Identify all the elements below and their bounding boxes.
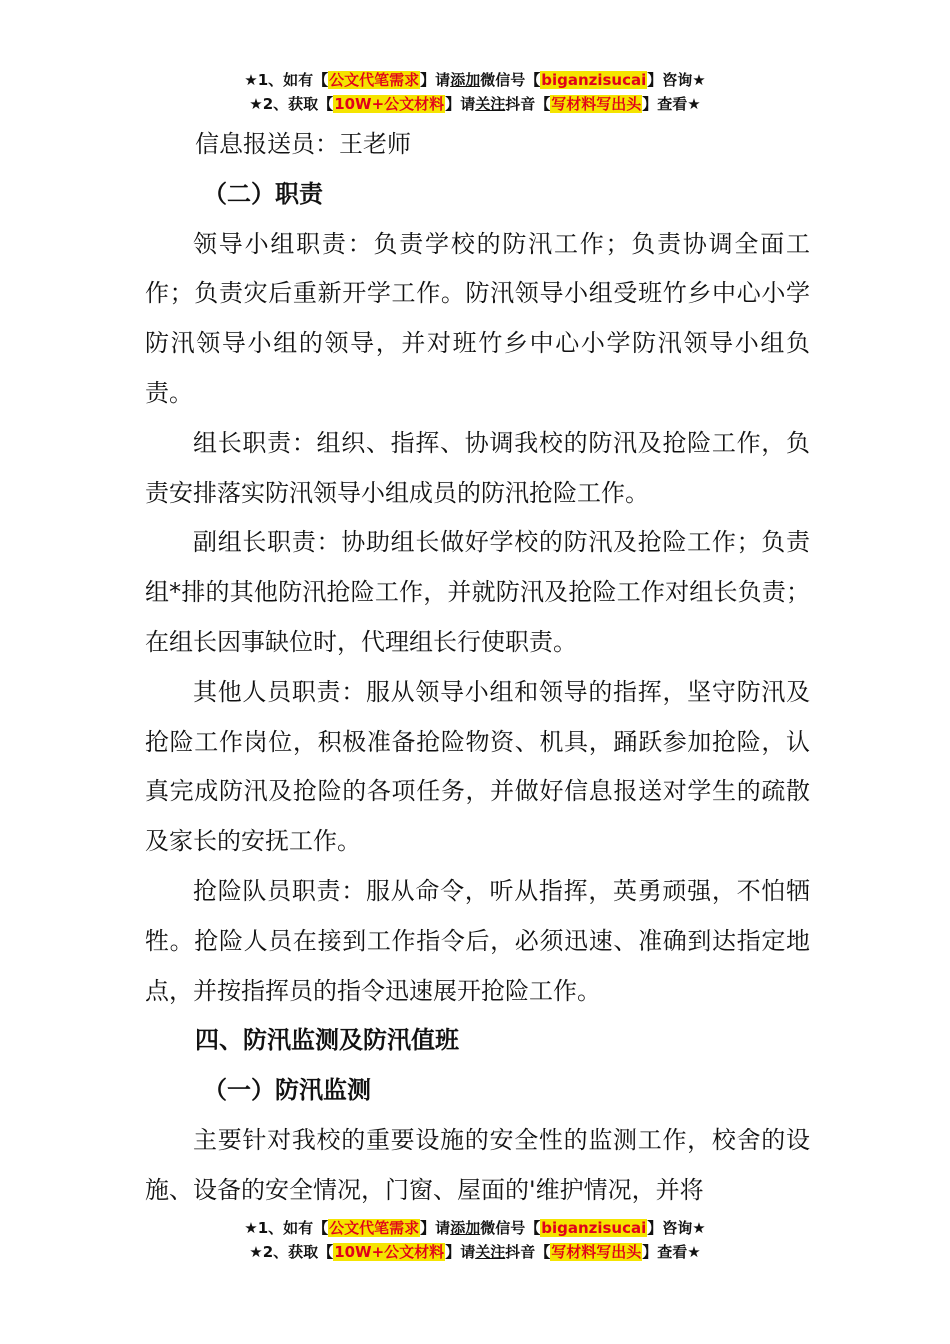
banner-highlight: 公文代笔需求 xyxy=(329,1219,420,1237)
banner-underline: 添加 xyxy=(450,1219,481,1237)
banner-highlight: 10W+公文材料 xyxy=(334,95,445,113)
leader-group-duties-paragraph: 领导小组职责：负责学校的防汛工作；负责协调全面工作；负责灾后重新开学工作。防汛领导小组受班竹乡中心小学防汛领导小组的领导，并对班竹乡中心小学防汛领导小组负责。 xyxy=(145,229,810,407)
banner-text: 抖音【 xyxy=(505,1243,551,1261)
document-body xyxy=(145,120,810,1216)
banner-text: 】请 xyxy=(445,1243,476,1261)
banner-text: ★1、如有【 xyxy=(244,71,329,89)
banner-highlight: biganzisucai xyxy=(541,71,647,89)
banner-text: ★2、获取【 xyxy=(249,1243,334,1261)
banner-line-2 xyxy=(0,1240,950,1264)
banner-underline: 关注 xyxy=(475,95,506,113)
monitoring-heading: （一）防汛监测 xyxy=(203,1076,371,1105)
banner-highlight: 写材料写出头 xyxy=(551,95,642,113)
banner-text: ★1、如有【 xyxy=(244,1219,329,1237)
banner-highlight: biganzisucai xyxy=(541,1219,647,1237)
banner-text: 微信号【 xyxy=(480,1219,541,1237)
banner-text: 】咨询★ xyxy=(647,71,706,89)
banner-line-1 xyxy=(0,1216,950,1240)
banner-text: 】请 xyxy=(445,95,476,113)
banner-text: 】咨询★ xyxy=(647,1219,706,1237)
leader-duties-paragraph: 组长职责：组织、指挥、协调我校的防汛及抢险工作，负责安排落实防汛领导小组成员的防汛抢险工作。 xyxy=(145,428,810,507)
banner-highlight: 公文代笔需求 xyxy=(329,71,420,89)
banner-highlight: 写材料写出头 xyxy=(551,1243,642,1261)
duties-heading: （二）职责 xyxy=(203,179,323,208)
banner-text: ★2、获取【 xyxy=(249,95,334,113)
section-four-heading: 四、防汛监测及防汛值班 xyxy=(195,1026,459,1055)
banner-line-2 xyxy=(0,92,950,116)
banner-text: 】查看★ xyxy=(642,95,701,113)
top-banner xyxy=(0,68,950,116)
vice-leader-duties-paragraph: 副组长职责：协助组长做好学校的防汛及抢险工作；负责组*排的其他防汛抢险工作，并就防汛及抢险工作对组长负责；在组长因事缺位时，代理组长行使职责。 xyxy=(145,528,810,656)
banner-underline: 关注 xyxy=(475,1243,506,1261)
rescue-team-duties-paragraph: 抢险队员职责：服从命令，听从指挥，英勇顽强，不怕牺牲。抢险人员在接到工作指令后，必须迅速、准确到达指定地点，并按指挥员的指令迅速展开抢险工作。 xyxy=(145,876,810,1005)
banner-text: 微信号【 xyxy=(480,71,541,89)
other-staff-duties-paragraph: 其他人员职责：服从领导小组和领导的指挥，坚守防汛及抢险工作岗位，积极准备抢险物资、机具，踊跃参加抢险，认真完成防汛及抢险的各项任务，并做好信息报送对学生的疏散及家长的安抚工作。 xyxy=(145,677,810,856)
banner-text: 】查看★ xyxy=(642,1243,701,1261)
banner-text: 】请 xyxy=(420,1219,451,1237)
banner-line-1 xyxy=(0,68,950,92)
banner-underline: 添加 xyxy=(450,71,481,89)
banner-highlight: 10W+公文材料 xyxy=(334,1243,445,1261)
banner-text: 抖音【 xyxy=(505,95,551,113)
monitoring-paragraph: 主要针对我校的重要设施的安全性的监测工作，校舍的设施、设备的安全情况，门窗、屋面的'维护情况，并将 xyxy=(145,1125,810,1204)
banner-text: 】请 xyxy=(420,71,451,89)
reporter-line: 信息报送员：王老师 xyxy=(195,130,411,158)
bottom-banner xyxy=(0,1216,950,1264)
